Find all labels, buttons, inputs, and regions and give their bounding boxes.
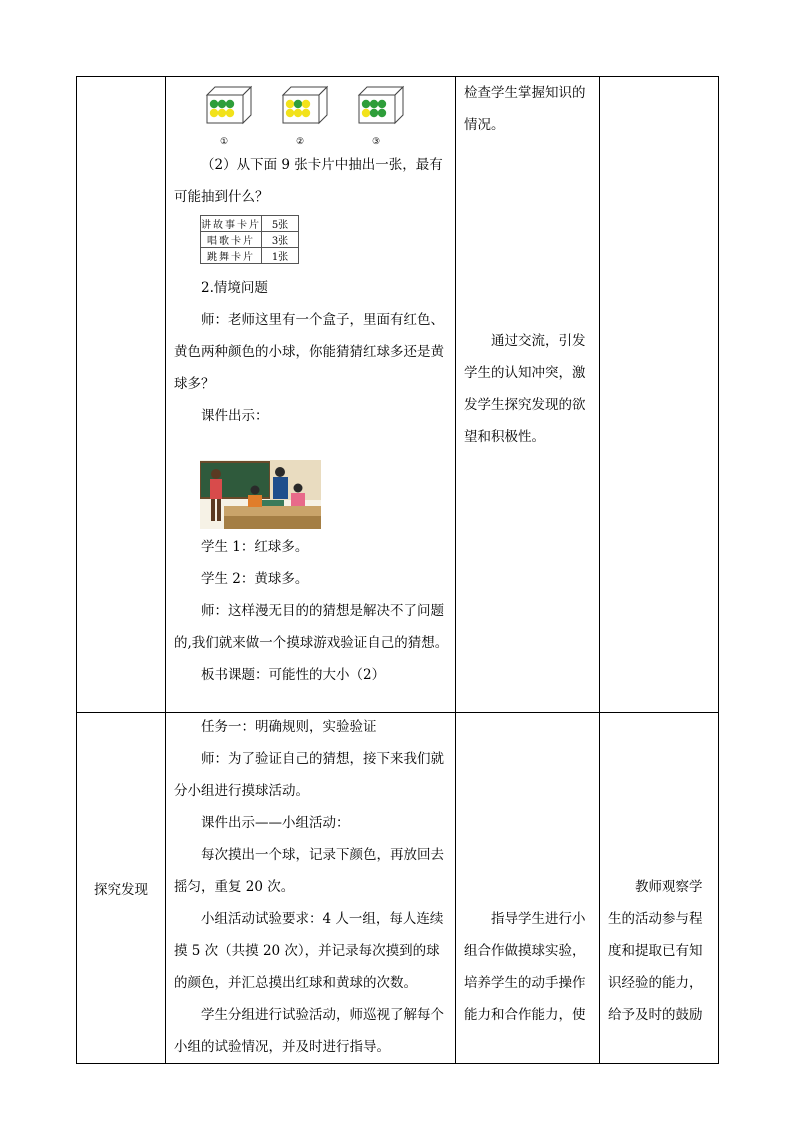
evaluation-text: 教师观察学生的活动参与程度和提取已有知识经验的能力，给予及时的鼓励	[608, 879, 703, 1023]
stage-label	[77, 713, 166, 1064]
activity-cell	[166, 713, 456, 1064]
design-intent-cell	[456, 77, 600, 713]
stage-cell-empty	[77, 77, 166, 713]
activity-cell	[166, 77, 456, 713]
card-count: 5张	[262, 216, 299, 232]
design-intent-notes	[456, 713, 599, 1031]
section-heading: 2.情境问题	[201, 280, 268, 296]
card-count: 3张	[262, 232, 299, 248]
teacher-prompt: 师：老师这里有一个盒子，里面有红色、黄色两种颜色的小球，你能猜猜红球多还是黄球多？	[174, 312, 444, 392]
intent-guide: 指导学生进行小组合作做摸球实验，培养学生的动手操作能力和合作能力，使	[464, 911, 586, 1023]
ball-box-1	[204, 85, 252, 147]
design-intent-cell	[456, 713, 600, 1064]
student-answer-2: 学生 2：黄球多。	[201, 571, 309, 587]
evaluation-cell	[600, 713, 719, 1064]
teacher-comment: 师：这样漫无目的的猜想是解决不了问题的,我们就来做一个摸球游戏验证自己的猜想。	[174, 603, 449, 651]
stage-name: 探究发现	[94, 882, 148, 898]
board-title: 板书课题：可能性的大小（2）	[201, 667, 386, 683]
intent-conflict: 通过交流，引发学生的认知冲突，激发学生探究发现的欲望和积极性。	[464, 333, 586, 445]
table-row	[77, 77, 719, 713]
card-count: 1张	[262, 248, 299, 264]
box-label-1: ①	[219, 137, 229, 147]
classroom-illustration	[200, 460, 321, 529]
ball-box-3	[356, 85, 404, 147]
lesson-plan-table	[76, 76, 719, 1064]
activity-requirements: 小组活动试验要求：4 人一组，每人连续摸 5 次（共摸 20 次），并记录每次摸到的球的颜色，并汇总摸出红球和黄球的次数。	[174, 911, 444, 991]
box-label-3: ③	[371, 137, 381, 147]
activity-rule: 每次摸出一个球，记录下颜色，再放回去摇匀，重复 20 次。	[174, 847, 444, 895]
ball-boxes	[166, 77, 455, 147]
student-answer-1: 学生 1：红球多。	[201, 539, 309, 555]
table-row	[201, 232, 299, 248]
card-count-table	[200, 215, 299, 264]
ball-box-2	[280, 85, 328, 147]
table-row	[201, 216, 299, 232]
teacher-instruction: 师：为了验证自己的猜想，接下来我们就分小组进行摸球活动。	[174, 751, 444, 799]
table-row	[77, 713, 719, 1064]
table-row	[201, 248, 299, 264]
task-title: 任务一：明确规则，实验验证	[201, 719, 377, 735]
design-intent-notes	[456, 77, 599, 453]
card-name: 讲故事卡片	[201, 216, 262, 232]
evaluation-cell-empty	[600, 77, 719, 713]
courseware-label: 课件出示：	[201, 408, 269, 424]
evaluation-notes	[600, 713, 718, 1031]
group-activity: 学生分组进行试验活动，师巡视了解每个小组的试验情况，并及时进行指导。	[174, 1007, 444, 1055]
intent-check: 检查学生掌握知识的情况。	[464, 85, 586, 133]
question-2: （2）从下面 9 张卡片中抽出一张，最有可能抽到什么？	[174, 157, 443, 205]
card-name: 跳舞卡片	[201, 248, 262, 264]
courseware-label: 课件出示——小组活动：	[201, 815, 350, 831]
box-label-2: ②	[295, 137, 305, 147]
card-name: 唱歌卡片	[201, 232, 262, 248]
